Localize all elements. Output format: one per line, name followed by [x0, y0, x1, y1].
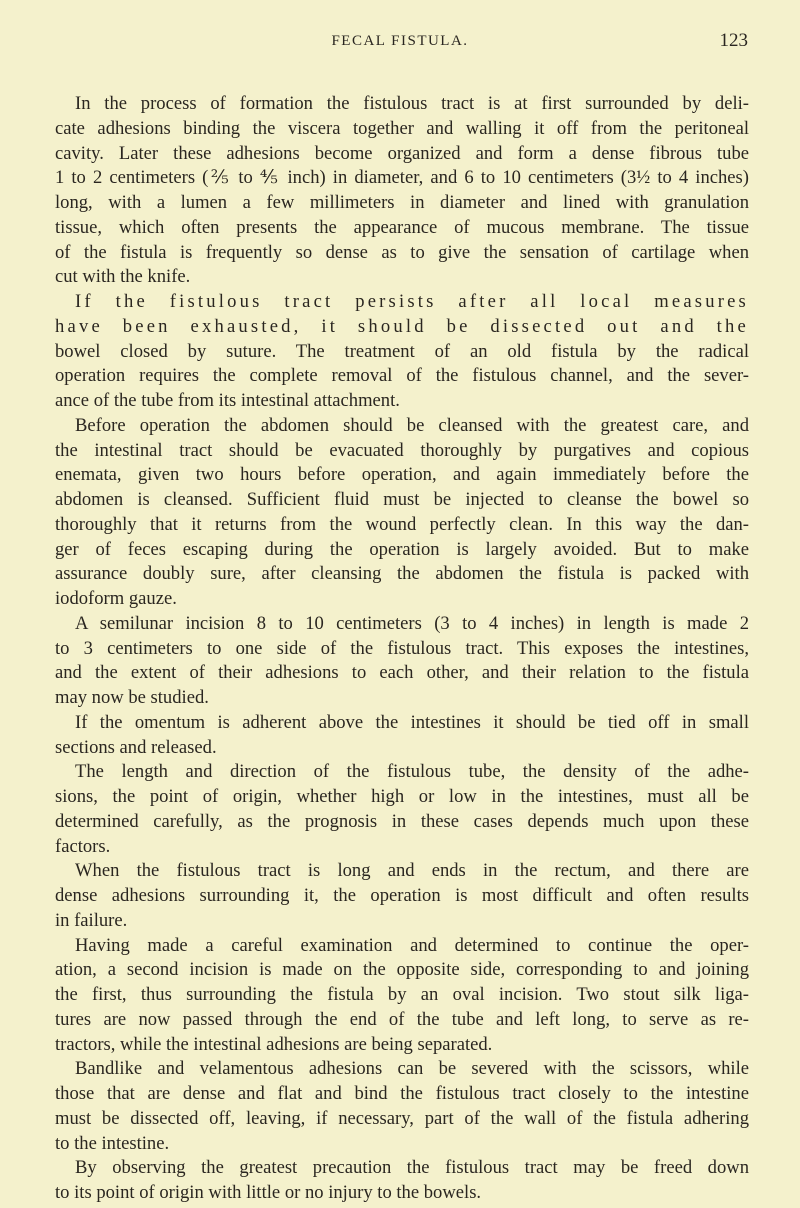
text-line: and the extent of their adhesions to each other, and their relation to the fistula	[55, 662, 749, 684]
text-line: operation requires the complete removal of the fistulous channel, and the sever-	[55, 365, 749, 387]
page-number: 123	[719, 30, 748, 51]
paragraph	[55, 92, 749, 290]
text-line: The length and direction of the fistulous tube, the density of the adhe-	[75, 761, 749, 783]
text-line: Before operation the abdomen should be cleansed with the greatest care, and	[75, 414, 749, 436]
text-line: iodoform gauze.	[55, 588, 177, 609]
text-line: tures are now passed through the end of the tube and left long, to serve as re-	[55, 1008, 749, 1030]
text-line: By observing the greatest precaution the fistulous tract may be freed down	[75, 1157, 749, 1179]
text-line: abdomen is cleansed. Sufficient fluid must be injected to cleanse the bowel so	[55, 489, 749, 510]
text-line: may now be studied.	[55, 687, 209, 708]
paragraph	[55, 711, 749, 761]
text-line: If the fistulous tract persists after all local measures	[75, 291, 749, 312]
text-line: the first, thus surrounding the fistula by an oval incision. Two stout silk liga-	[55, 984, 749, 1005]
text-line: to its point of origin with little or no injury to the bowels.	[55, 1182, 482, 1203]
text-line: have been exhausted, it should be dissected out and the	[55, 315, 749, 337]
page-header	[0, 30, 800, 57]
text-line: ger of feces escaping during the operation is largely avoided. But to make	[55, 538, 749, 560]
paragraph	[55, 934, 749, 1058]
running-title: FECAL FISTULA.	[331, 33, 469, 49]
text-line: tractors, while the intestinal adhesions are being separated.	[55, 1033, 493, 1055]
text-line: of the fistula is frequently so dense as to give the sensation of cartilage when	[55, 241, 749, 263]
text-line: in failure.	[55, 909, 128, 931]
text-line: factors.	[55, 835, 111, 857]
text-line: tissue, which often presents the appearance of mucous membrane. The tissue	[55, 216, 749, 238]
text-line: A semilunar incision 8 to 10 centimeters (3 to 4 inches) in length is made 2	[75, 612, 749, 634]
text-line: dense adhesions surrounding it, the operation is most difficult and often results	[55, 885, 749, 906]
text-line: When the fistulous tract is long and ends in the rectum, and there are	[75, 860, 749, 882]
paragraph	[55, 290, 749, 414]
paragraph	[55, 1057, 749, 1156]
text-line: long, with a lumen a few millimeters in diameter and lined with granulation	[55, 192, 749, 213]
text-line: must be dissected off, leaving, if necessary, part of the wall of the fistula adhering	[55, 1107, 749, 1129]
text-line: enemata, given two hours before operation, and again immediately before the	[55, 464, 749, 486]
text-line: to the intestine.	[55, 1132, 170, 1154]
text-line: If the omentum is adherent above the intestines it should be tied off in small	[75, 711, 749, 733]
text-line: ation, a second incision is made on the opposite side, corresponding to and joining	[55, 959, 749, 981]
text-line: determined carefully, as the prognosis in these cases depends much upon these	[55, 810, 749, 832]
text-line: In the process of formation the fistulous tract is at first surrounded by deli-	[75, 93, 749, 114]
text-line: thoroughly that it returns from the wound perfectly clean. In this way the dan-	[55, 513, 749, 535]
body-text	[55, 92, 749, 1206]
text-line: to 3 centimeters to one side of the fistulous tract. This exposes the intestines,	[55, 637, 749, 659]
paragraph	[55, 1156, 749, 1206]
text-line: assurance doubly sure, after cleansing the abdomen the fistula is packed with	[55, 563, 749, 585]
text-line: cate adhesions binding the viscera together and walling it off from the peritoneal	[55, 117, 749, 139]
text-line: sections and released.	[55, 736, 217, 758]
text-line: bowel closed by suture. The treatment of an old fistula by the radical	[55, 340, 749, 362]
text-line: 1 to 2 centimeters (⅖ to ⅘ inch) in diameter, and 6 to 10 centimeters (3½ to 4 inches)	[55, 167, 749, 189]
paragraph	[55, 612, 749, 711]
text-line: sions, the point of origin, whether high or low in the intestines, must all be	[55, 786, 749, 807]
text-line: Having made a careful examination and determined to continue the oper-	[75, 934, 749, 956]
text-line: Bandlike and velamentous adhesions can be severed with the scissors, while	[75, 1058, 749, 1080]
text-line: cut with the knife.	[55, 266, 191, 288]
paragraph	[55, 859, 749, 933]
text-line: cavity. Later these adhesions become organized and form a dense fibrous tube	[55, 142, 749, 164]
paragraph	[55, 760, 749, 859]
text-line: ance of the tube from its intestinal attachment.	[55, 390, 400, 411]
text-line: the intestinal tract should be evacuated thoroughly by purgatives and copious	[55, 439, 749, 461]
paragraph	[55, 414, 749, 612]
text-line: those that are dense and flat and bind the fistulous tract closely to the intestine	[55, 1083, 749, 1104]
